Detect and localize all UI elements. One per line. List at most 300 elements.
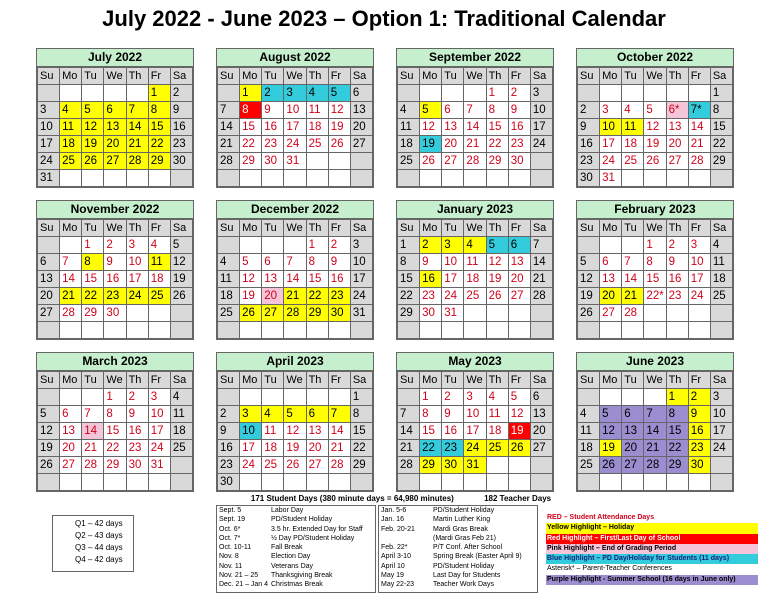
day-cell: 7 [218, 102, 240, 119]
day-cell: 10 [530, 102, 552, 119]
day-cell [508, 474, 530, 491]
day-cell: 30 [170, 153, 192, 170]
day-cell: 11 [398, 119, 420, 136]
day-cell: 26 [38, 457, 60, 474]
day-cell: 4 [148, 237, 170, 254]
day-cell: 9 [126, 406, 148, 423]
day-cell [38, 322, 60, 339]
weekday-header: Su [578, 372, 600, 389]
day-cell: 24 [710, 440, 732, 457]
weekday-header: Fr [328, 68, 350, 85]
weekday-header: Su [38, 220, 60, 237]
day-cell: 21 [218, 136, 240, 153]
student-days-total: 171 Student Days (380 minute days = 64,980 minutes) [250, 494, 454, 503]
day-cell: 15 [398, 271, 420, 288]
day-cell [442, 474, 464, 491]
day-cell [148, 322, 170, 339]
day-cell: 30 [420, 305, 442, 322]
day-cell: 14 [328, 423, 350, 440]
weekday-header: Mo [240, 372, 262, 389]
day-cell [530, 474, 552, 491]
weekday-header: Tu [262, 68, 284, 85]
weekday-header: Sa [350, 68, 372, 85]
weekday-header: Mo [60, 68, 82, 85]
day-cell: 18 [398, 136, 420, 153]
event-name: PD/Student Holiday [271, 516, 333, 524]
day-cell: 3 [688, 237, 710, 254]
event-date: Dec. 21 – Jan 4 [219, 581, 269, 589]
weekday-header: We [644, 220, 666, 237]
month-6 [396, 200, 554, 340]
day-cell: 14 [688, 119, 710, 136]
day-cell [328, 170, 350, 187]
day-cell: 6 [442, 102, 464, 119]
day-cell [284, 322, 306, 339]
weekday-header: Sa [710, 372, 732, 389]
page-title: July 2022 - June 2023 – Option 1: Traditional Calendar [102, 6, 666, 31]
month-title: April 2023 [217, 353, 373, 371]
day-cell: 8 [104, 406, 126, 423]
day-cell [262, 389, 284, 406]
event-name: PD/Student Holiday [433, 562, 495, 570]
day-cell: 23 [104, 288, 126, 305]
day-cell: 24 [284, 136, 306, 153]
day-cell: 5 [38, 406, 60, 423]
event-row [379, 552, 537, 561]
month-title: October 2022 [577, 49, 733, 67]
day-cell: 26 [486, 288, 508, 305]
day-cell: 20 [60, 440, 82, 457]
day-cell: 9 [688, 406, 710, 423]
day-cell [284, 389, 306, 406]
day-cell: 15 [710, 119, 732, 136]
event-date [379, 534, 433, 543]
day-cell: 13 [442, 119, 464, 136]
day-cell [82, 474, 104, 491]
day-cell: 25 [60, 153, 82, 170]
day-cell: 20 [600, 288, 622, 305]
day-cell: 6 [622, 406, 644, 423]
day-cell: 10 [38, 119, 60, 136]
event-date: Nov. 21 – 25 [219, 572, 259, 580]
day-cell [240, 237, 262, 254]
day-cell [218, 170, 240, 187]
day-cell: 12 [240, 271, 262, 288]
month-7 [576, 200, 734, 340]
day-cell: 8 [148, 102, 170, 119]
day-cell [600, 474, 622, 491]
day-cell [688, 170, 710, 187]
day-cell: 5 [82, 102, 104, 119]
day-cell: 19 [420, 136, 442, 153]
day-cell [644, 305, 666, 322]
day-cell: 15 [82, 271, 104, 288]
day-cell [420, 85, 442, 102]
day-cell: 17 [126, 271, 148, 288]
event-name: 3.5 hr. Extended Day for Staff [271, 525, 363, 533]
day-cell: 26 [600, 457, 622, 474]
day-cell: 2 [328, 237, 350, 254]
weekday-header: Mo [60, 372, 82, 389]
event-date: May 22-23 [381, 581, 415, 589]
day-cell: 19 [240, 288, 262, 305]
day-cell [218, 389, 240, 406]
day-cell [218, 85, 240, 102]
day-cell [398, 170, 420, 187]
event-name: ½ Day PD/Student Holiday [271, 534, 355, 542]
day-cell: 26 [420, 153, 442, 170]
day-cell: 7 [398, 406, 420, 423]
day-cell [666, 170, 688, 187]
day-cell: 24 [464, 440, 486, 457]
legend-item: Red Highlight – First/Last Day of School [546, 534, 758, 544]
day-cell: 27 [442, 153, 464, 170]
day-cell: 6 [508, 237, 530, 254]
day-cell [306, 170, 328, 187]
event-date: Sept. 19 [219, 516, 246, 524]
day-cell [464, 85, 486, 102]
day-cell: 29 [82, 305, 104, 322]
month-title: July 2022 [37, 49, 193, 67]
day-cell: 2 [666, 237, 688, 254]
weekday-header: Fr [148, 372, 170, 389]
day-cell: 6 [530, 389, 552, 406]
event-name: Thanksgiving Break [271, 572, 333, 580]
day-cell: 7* [688, 102, 710, 119]
day-cell: 7 [644, 406, 666, 423]
day-cell [306, 389, 328, 406]
day-cell: 23 [508, 136, 530, 153]
day-cell: 3 [240, 406, 262, 423]
weekday-header: Sa [350, 372, 372, 389]
day-cell: 17 [350, 271, 372, 288]
day-cell: 1 [666, 389, 688, 406]
day-cell: 14 [126, 119, 148, 136]
day-cell: 25 [170, 440, 192, 457]
day-cell: 27 [306, 457, 328, 474]
day-cell [442, 85, 464, 102]
day-cell: 3 [600, 102, 622, 119]
day-cell: 2 [262, 85, 284, 102]
day-cell: 26 [508, 440, 530, 457]
weekday-header: Tu [442, 372, 464, 389]
day-cell: 2 [420, 237, 442, 254]
day-cell: 2 [688, 389, 710, 406]
day-cell: 27 [622, 457, 644, 474]
day-cell [126, 85, 148, 102]
day-cell: 7 [126, 102, 148, 119]
weekday-header: Tu [622, 68, 644, 85]
day-cell: 19 [508, 423, 530, 440]
day-cell: 29 [710, 153, 732, 170]
day-cell [578, 389, 600, 406]
day-cell: 5 [578, 254, 600, 271]
day-cell: 22 [666, 440, 688, 457]
weekday-header: Sa [170, 68, 192, 85]
month-10 [396, 352, 554, 492]
day-cell: 11 [464, 254, 486, 271]
day-cell: 20 [508, 271, 530, 288]
legend-item: Asterisk* – Parent-Teacher Conferences [547, 565, 672, 573]
weekday-header: Th [306, 68, 328, 85]
weekday-header: Mo [600, 68, 622, 85]
day-cell: 4 [306, 85, 328, 102]
day-cell: 5 [508, 389, 530, 406]
day-cell: 11 [306, 102, 328, 119]
day-cell: 20 [666, 136, 688, 153]
day-cell [710, 474, 732, 491]
day-cell: 25 [148, 288, 170, 305]
day-cell: 30 [442, 457, 464, 474]
weekday-header: Th [486, 220, 508, 237]
day-cell: 1 [398, 237, 420, 254]
day-cell [126, 170, 148, 187]
day-cell [350, 153, 372, 170]
quarter-days: Q1 – 42 days [75, 519, 123, 528]
day-cell: 27 [350, 136, 372, 153]
day-cell [60, 474, 82, 491]
weekday-header: We [644, 372, 666, 389]
event-row [217, 571, 375, 580]
day-cell [688, 85, 710, 102]
day-cell [644, 474, 666, 491]
event-name: P/T Conf. After School [433, 544, 503, 552]
day-cell [60, 85, 82, 102]
day-cell: 22* [644, 288, 666, 305]
day-cell [82, 85, 104, 102]
event-date: Oct. 10-11 [219, 544, 252, 552]
month-title: January 2023 [397, 201, 553, 219]
weekday-header: Su [398, 372, 420, 389]
day-cell [38, 474, 60, 491]
day-cell: 12 [284, 423, 306, 440]
day-cell [644, 170, 666, 187]
day-cell [666, 474, 688, 491]
weekday-header: Su [398, 68, 420, 85]
day-cell: 5 [284, 406, 306, 423]
day-cell: 19 [644, 136, 666, 153]
event-row [217, 562, 375, 571]
day-cell: 22 [148, 136, 170, 153]
day-cell: 31 [464, 457, 486, 474]
day-cell: 12 [420, 119, 442, 136]
day-cell [600, 85, 622, 102]
day-cell [622, 389, 644, 406]
month-3 [576, 48, 734, 188]
weekday-header: We [464, 372, 486, 389]
day-cell: 23 [262, 136, 284, 153]
day-cell: 18 [170, 423, 192, 440]
day-cell: 12 [486, 254, 508, 271]
event-row [379, 543, 537, 552]
day-cell: 30 [688, 457, 710, 474]
event-row [379, 571, 537, 580]
day-cell [710, 170, 732, 187]
day-cell: 4 [170, 389, 192, 406]
day-cell [600, 389, 622, 406]
day-cell: 3 [350, 237, 372, 254]
day-cell: 30 [126, 457, 148, 474]
day-cell: 19 [578, 288, 600, 305]
day-cell: 2 [218, 406, 240, 423]
day-cell [170, 305, 192, 322]
day-cell: 22 [306, 288, 328, 305]
event-row [379, 525, 537, 534]
weekday-header: Tu [82, 372, 104, 389]
day-cell: 21 [126, 136, 148, 153]
day-cell: 25 [464, 288, 486, 305]
weekday-header: Mo [60, 220, 82, 237]
day-cell: 19 [82, 136, 104, 153]
weekday-header: Th [126, 372, 148, 389]
day-cell [486, 170, 508, 187]
day-cell [170, 457, 192, 474]
day-cell: 8 [306, 254, 328, 271]
day-cell: 7 [464, 102, 486, 119]
day-cell: 12 [82, 119, 104, 136]
day-cell: 20 [262, 288, 284, 305]
day-cell: 17 [464, 423, 486, 440]
day-cell: 10 [688, 254, 710, 271]
month-2 [396, 48, 554, 188]
day-cell: 13 [262, 271, 284, 288]
day-cell [486, 474, 508, 491]
day-cell [710, 322, 732, 339]
day-cell: 12 [328, 102, 350, 119]
event-row [379, 562, 537, 571]
day-cell: 20 [104, 136, 126, 153]
day-cell: 11 [622, 119, 644, 136]
day-cell [398, 389, 420, 406]
weekday-header: Tu [622, 372, 644, 389]
day-cell: 18 [464, 271, 486, 288]
day-cell: 22 [420, 440, 442, 457]
day-cell: 26 [284, 457, 306, 474]
day-cell: 22 [710, 136, 732, 153]
day-cell: 24 [350, 288, 372, 305]
day-cell [328, 322, 350, 339]
day-cell: 13 [38, 271, 60, 288]
day-cell: 18 [622, 136, 644, 153]
day-cell [350, 170, 372, 187]
day-cell [60, 237, 82, 254]
day-cell: 25 [262, 457, 284, 474]
day-cell: 21 [328, 440, 350, 457]
day-cell: 26 [578, 305, 600, 322]
legend-item: Yellow Highlight – Holiday [546, 523, 758, 533]
day-cell: 13 [104, 119, 126, 136]
day-cell [262, 237, 284, 254]
month-4 [36, 200, 194, 340]
day-cell: 15 [420, 423, 442, 440]
day-cell [530, 322, 552, 339]
weekday-header: Su [218, 68, 240, 85]
event-date: Feb. 20-21 [381, 525, 415, 533]
day-cell: 13 [622, 423, 644, 440]
day-cell: 10 [600, 119, 622, 136]
day-cell: 2 [508, 85, 530, 102]
day-cell: 10 [464, 406, 486, 423]
day-cell: 23 [666, 288, 688, 305]
day-cell: 1 [240, 85, 262, 102]
day-cell: 16 [442, 423, 464, 440]
day-cell: 31 [38, 170, 60, 187]
day-cell [508, 170, 530, 187]
day-cell: 16 [688, 423, 710, 440]
day-cell: 27 [60, 457, 82, 474]
day-cell: 14 [218, 119, 240, 136]
day-cell: 20 [350, 119, 372, 136]
day-cell [464, 322, 486, 339]
day-cell: 21 [60, 288, 82, 305]
day-cell: 22 [240, 136, 262, 153]
day-cell: 9 [508, 102, 530, 119]
day-cell: 22 [82, 288, 104, 305]
day-cell: 18 [486, 423, 508, 440]
day-cell: 13 [530, 406, 552, 423]
event-date: Jan. 5-6 [381, 507, 407, 514]
day-cell [38, 85, 60, 102]
day-cell: 31 [442, 305, 464, 322]
day-cell [530, 305, 552, 322]
weekday-header: We [284, 68, 306, 85]
day-cell: 18 [710, 271, 732, 288]
legend-item: RED – Student Attendance Days [547, 514, 655, 521]
day-cell: 6* [666, 102, 688, 119]
day-cell [82, 322, 104, 339]
day-cell: 8 [82, 254, 104, 271]
day-cell [60, 322, 82, 339]
day-cell [644, 322, 666, 339]
day-cell: 8 [398, 254, 420, 271]
day-cell: 7 [82, 406, 104, 423]
day-cell: 20 [530, 423, 552, 440]
day-cell: 29 [398, 305, 420, 322]
day-cell [104, 474, 126, 491]
day-cell: 26 [170, 288, 192, 305]
event-date: April 3-10 [381, 553, 411, 561]
day-cell [398, 474, 420, 491]
month-1 [216, 48, 374, 188]
weekday-header: Mo [420, 372, 442, 389]
day-cell: 23 [218, 457, 240, 474]
day-cell: 18 [306, 119, 328, 136]
day-cell: 24 [688, 288, 710, 305]
day-cell [82, 389, 104, 406]
day-cell [644, 85, 666, 102]
day-cell: 6 [60, 406, 82, 423]
day-cell: 25 [486, 440, 508, 457]
day-cell: 28 [284, 305, 306, 322]
day-cell: 17 [284, 119, 306, 136]
day-cell: 6 [262, 254, 284, 271]
weekday-header: Tu [262, 220, 284, 237]
day-cell: 5 [420, 102, 442, 119]
month-0 [36, 48, 194, 188]
day-cell: 15 [644, 271, 666, 288]
day-cell: 13 [666, 119, 688, 136]
weekday-header: Sa [530, 68, 552, 85]
event-row [217, 506, 375, 515]
day-cell [622, 170, 644, 187]
weekday-header: Su [578, 220, 600, 237]
day-cell [284, 474, 306, 491]
day-cell: 29 [104, 457, 126, 474]
day-cell [240, 170, 262, 187]
day-cell: 7 [622, 254, 644, 271]
legend-item: Pink Highlight – End of Grading Period [546, 544, 758, 554]
day-cell: 15 [306, 271, 328, 288]
